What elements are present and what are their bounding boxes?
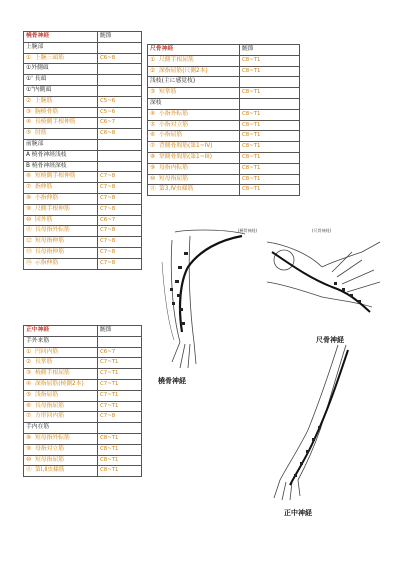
segment-value: C8~T1 (240, 152, 300, 163)
muscle-number: ⑧ (26, 194, 32, 201)
muscle-name: 肘筋 (35, 130, 47, 137)
table-row (24, 336, 142, 347)
muscle-number: ⑩ (26, 456, 32, 463)
muscle-cell (24, 215, 98, 226)
muscle-cell (24, 247, 98, 258)
segment-value: C8~T1 (98, 433, 142, 444)
empty-cell (98, 423, 142, 434)
muscle-number: ② (26, 359, 32, 366)
muscle-number: ⑨ (26, 205, 32, 212)
muscle-number: ③ (26, 370, 32, 377)
table-row (24, 42, 142, 53)
ulnar-nerve-caption: 尺骨神経 (316, 335, 344, 344)
muscle-number: ⑤ (150, 121, 156, 128)
muscle-name: 母指対立筋 (35, 445, 64, 452)
ulnar-nerve-illustration (262, 222, 392, 332)
table-row (24, 401, 142, 412)
table-row (148, 77, 300, 88)
table-row (148, 163, 300, 174)
table-row (24, 258, 142, 269)
muscle-name: 長母指屈筋 (35, 402, 64, 409)
table-row (24, 423, 142, 434)
table-row (24, 379, 142, 390)
muscle-cell (24, 433, 98, 444)
table-row (24, 237, 142, 248)
radial-nerve-table-body (24, 32, 142, 270)
muscle-number: ⑨ (26, 445, 32, 452)
muscle-number: ⑪ (26, 227, 32, 234)
muscle-cell (24, 193, 98, 204)
muscle-name: 第3,IV虫様筋 (159, 186, 194, 193)
table-row (24, 226, 142, 237)
segment-value: C6~7 (98, 347, 142, 358)
muscle-name: 小指対立筋 (159, 121, 188, 128)
muscle-cell (24, 390, 98, 401)
muscle-name: 深指屈筋(尺側2本) (159, 67, 208, 74)
section-label: A 橈骨神経浅枝 (24, 150, 98, 161)
muscle-name: 指伸筋 (35, 184, 53, 191)
table-row (24, 247, 142, 258)
segment-value: C6~7 (98, 215, 142, 226)
muscle-number: ④ (26, 380, 32, 387)
table-row (24, 118, 142, 129)
muscle-name: 背側骨間筋(第1~IV) (159, 143, 213, 150)
table-row (24, 75, 142, 86)
segment-value: C7~8 (98, 172, 142, 183)
muscle-cell (148, 131, 240, 142)
segment-value: C8~T1 (240, 131, 300, 142)
muscle-cell (148, 174, 240, 185)
segment-value: C7~8 (98, 237, 142, 248)
table-row (24, 96, 142, 107)
muscle-name: 短母指屈筋 (159, 175, 188, 182)
empty-cell (240, 98, 300, 109)
empty-cell (240, 77, 300, 88)
muscle-cell (24, 455, 98, 466)
section-label: 深枝 (148, 98, 240, 109)
muscle-cell (24, 379, 98, 390)
muscle-number: ③ (150, 89, 156, 96)
ulnar-nerve-table-body (148, 45, 300, 196)
table-row (148, 131, 300, 142)
table-row (24, 161, 142, 172)
segment-value: C7~T1 (98, 369, 142, 380)
muscle-name: 短母指屈筋 (35, 456, 64, 463)
muscle-name: 示指伸筋 (35, 259, 59, 266)
muscle-number: ⑦ (150, 143, 156, 150)
median-nerve-table (23, 325, 142, 477)
muscle-cell (24, 226, 98, 237)
table-row (24, 358, 142, 369)
segment-value: C8~T1 (240, 66, 300, 77)
table-row (24, 150, 142, 161)
muscle-cell (24, 107, 98, 118)
muscle-name: 小指屈筋 (159, 132, 183, 139)
muscle-name: 小指外転筋 (159, 110, 188, 117)
muscle-name: 尺側手根屈筋 (159, 56, 194, 63)
segment-value: C7~8 (98, 226, 142, 237)
segment-value: C7~8 (98, 247, 142, 258)
table-row (24, 183, 142, 194)
muscle-number: ⑥ (26, 402, 32, 409)
muscle-cell (148, 185, 240, 196)
muscle-cell (24, 358, 98, 369)
muscle-number: ⑦ (26, 184, 32, 191)
muscle-number: ⑧ (26, 434, 32, 441)
column-header-segment: 髄節 (98, 326, 142, 337)
segment-value: C8~T1 (240, 55, 300, 66)
median-nerve-caption: 正中神経 (284, 508, 312, 517)
segment-value: C6~7 (98, 118, 142, 129)
segment-value: C8~T1 (240, 142, 300, 153)
muscle-number: ⑭ (26, 259, 32, 266)
muscle-cell (148, 88, 240, 99)
section-label: B 橈骨神経深枝 (24, 161, 98, 172)
segment-value: C8~T1 (240, 120, 300, 131)
table-row (24, 390, 142, 401)
muscle-name: 方形回内筋 (35, 413, 64, 420)
empty-cell (98, 161, 142, 172)
empty-cell (98, 64, 142, 75)
segment-value: C7~8 (98, 412, 142, 423)
muscle-cell (24, 129, 98, 140)
muscle-number: ⑨ (150, 164, 156, 171)
section-label: ①"内側頭 (24, 85, 98, 96)
muscle-number: ⑪ (150, 186, 156, 193)
muscle-name: 掌側骨間筋(第1~III) (159, 153, 212, 160)
table-title: 橈骨神経 (24, 32, 98, 43)
segment-value: C8~T1 (240, 174, 300, 185)
muscle-cell (24, 183, 98, 194)
radial-nerve-figure-label: (橈骨神経) (238, 228, 258, 233)
muscle-name: 橈側手根屈筋 (35, 370, 70, 377)
muscle-cell (24, 118, 98, 129)
muscle-name: 長掌筋 (35, 359, 53, 366)
muscle-name: 短母指伸筋 (35, 238, 64, 245)
muscle-cell (148, 66, 240, 77)
median-nerve-illustration (268, 340, 358, 505)
table-title: 正中神経 (24, 326, 98, 337)
segment-value: C7~8 (98, 204, 142, 215)
table-row (24, 53, 142, 64)
muscle-cell (24, 96, 98, 107)
muscle-name: 上腕筋 (35, 97, 53, 104)
muscle-number: ④ (26, 119, 32, 126)
empty-cell (98, 75, 142, 86)
table-row (148, 66, 300, 77)
muscle-number: ⑬ (26, 248, 32, 255)
muscle-cell (148, 142, 240, 153)
radial-nerve-caption: 橈骨神経 (158, 376, 186, 385)
segment-value: C8~T1 (98, 466, 142, 477)
muscle-cell (24, 369, 98, 380)
muscle-cell (24, 401, 98, 412)
muscle-number: ⑥ (26, 173, 32, 180)
muscle-cell (148, 55, 240, 66)
segment-value: C8~T1 (240, 88, 300, 99)
muscle-number: ③ (26, 108, 32, 115)
table-row (24, 85, 142, 96)
muscle-name: 小指伸筋 (35, 194, 59, 201)
segment-value: C7~T1 (98, 390, 142, 401)
muscle-cell (148, 152, 240, 163)
table-row (24, 412, 142, 423)
segment-value: C7~8 (98, 183, 142, 194)
table-row (24, 433, 142, 444)
segment-value: C8~T1 (240, 185, 300, 196)
muscle-cell (24, 258, 98, 269)
muscle-cell (24, 466, 98, 477)
column-header-segment: 髄節 (98, 32, 142, 43)
median-nerve-table-body (24, 326, 142, 477)
empty-cell (98, 42, 142, 53)
table-row (24, 204, 142, 215)
muscle-number: ⑫ (26, 238, 32, 245)
table-row (24, 466, 142, 477)
muscle-name: 腕橈骨筋 (35, 108, 59, 115)
empty-cell (98, 85, 142, 96)
table-header-row (24, 32, 142, 43)
empty-cell (98, 150, 142, 161)
section-label: 手内在筋 (24, 423, 98, 434)
radial-nerve-illustration (150, 222, 270, 372)
column-header-segment: 髄節 (240, 45, 300, 56)
muscle-cell (148, 120, 240, 131)
table-row (24, 193, 142, 204)
muscle-name: 短橈側手根伸筋 (35, 173, 76, 180)
muscle-cell (24, 237, 98, 248)
muscle-name: 第Ⅰ,Ⅱ虫様筋 (35, 467, 65, 474)
muscle-number: ⑥ (150, 132, 156, 139)
empty-cell (98, 336, 142, 347)
muscle-name: 長母指伸筋 (35, 248, 64, 255)
muscle-name: 長母指外転筋 (35, 227, 70, 234)
muscle-number: ② (150, 67, 156, 74)
table-row (148, 142, 300, 153)
muscle-number: ⑩ (150, 175, 156, 182)
table-header-row (24, 326, 142, 337)
muscle-number: ⑧ (150, 153, 156, 160)
table-row (24, 455, 142, 466)
segment-value: C7~T1 (98, 401, 142, 412)
muscle-number: ② (26, 97, 32, 104)
muscle-number: ⑦ (26, 413, 32, 420)
muscle-cell (24, 444, 98, 455)
table-row (148, 109, 300, 120)
ulnar-nerve-figure-label: (尺骨神経) (312, 228, 332, 233)
section-label: ①外側頭 (24, 64, 98, 75)
segment-value: C6~8 (98, 53, 142, 64)
segment-value: C7~T1 (98, 358, 142, 369)
muscle-cell (24, 53, 98, 64)
segment-value: C8~T1 (240, 109, 300, 120)
segment-value: C8~T1 (240, 163, 300, 174)
segment-value: C8~T1 (98, 455, 142, 466)
table-row (148, 98, 300, 109)
muscle-number: ⑤ (26, 391, 32, 398)
muscle-name: 母指内転筋 (159, 164, 188, 171)
table-row (148, 185, 300, 196)
segment-value: C6~8 (98, 129, 142, 140)
radial-nerve-table (23, 31, 142, 270)
muscle-cell (24, 347, 98, 358)
table-row (24, 107, 142, 118)
ulnar-nerve-table (147, 44, 300, 196)
muscle-number: ④ (150, 110, 156, 117)
table-row (148, 120, 300, 131)
muscle-name: 浅指屈筋 (35, 391, 59, 398)
table-row (24, 444, 142, 455)
muscle-number: ① (26, 54, 32, 61)
table-row (24, 347, 142, 358)
section-label: 前腕部 (24, 139, 98, 150)
table-row (148, 174, 300, 185)
section-label: 手外来筋 (24, 336, 98, 347)
muscle-name: 深指屈筋(橈側2本) (35, 380, 84, 387)
muscle-name: 短母指外転筋 (35, 434, 70, 441)
table-row (148, 55, 300, 66)
muscle-name: 円回内筋 (35, 348, 59, 355)
section-label: 上腕部 (24, 42, 98, 53)
muscle-number: ⑩ (26, 216, 32, 223)
table-row (24, 139, 142, 150)
muscle-number: ⑪ (26, 467, 32, 474)
table-header-row (148, 45, 300, 56)
muscle-name: 尺側手根伸筋 (35, 205, 70, 212)
table-row (148, 152, 300, 163)
muscle-name: 回外筋 (35, 216, 53, 223)
segment-value: C5~6 (98, 107, 142, 118)
muscle-number: ① (150, 56, 156, 63)
segment-value: C7~8 (98, 258, 142, 269)
table-row (24, 129, 142, 140)
table-row (24, 369, 142, 380)
table-row (24, 172, 142, 183)
muscle-cell (24, 204, 98, 215)
muscle-number: ① (26, 348, 32, 355)
section-label: ①' 長頭 (24, 75, 98, 86)
muscle-cell (24, 172, 98, 183)
table-title: 尺骨神経 (148, 45, 240, 56)
muscle-number: ⑤ (26, 130, 32, 137)
segment-value: C8~T1 (98, 444, 142, 455)
segment-value: C7~T1 (98, 379, 142, 390)
segment-value: C5~6 (98, 96, 142, 107)
table-row (148, 88, 300, 99)
table-row (24, 215, 142, 226)
muscle-name: 短掌筋 (159, 89, 177, 96)
muscle-name: 上腕三頭筋 (35, 54, 64, 61)
section-label: 浅枝(主に感覚枝) (148, 77, 240, 88)
muscle-cell (148, 109, 240, 120)
table-row (24, 64, 142, 75)
muscle-cell (24, 412, 98, 423)
empty-cell (98, 139, 142, 150)
muscle-name: 長橈側手根伸筋 (35, 119, 76, 126)
segment-value: C7~8 (98, 193, 142, 204)
muscle-cell (148, 163, 240, 174)
